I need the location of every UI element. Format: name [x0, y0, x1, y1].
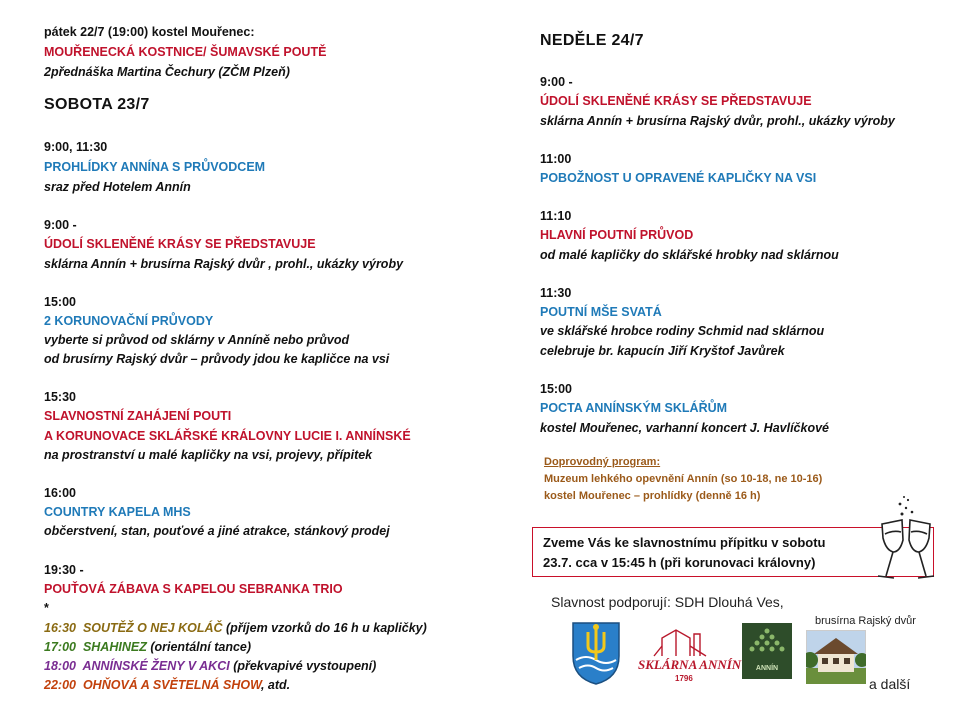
- sat-event-title: PROHLÍDKY ANNÍNA S PRŮVODCEM: [44, 160, 266, 174]
- friday-desc: 2přednáška Martina Čechury (ZČM Plzeň): [44, 65, 290, 79]
- extra-line: [44, 620, 427, 636]
- sat-event-desc: sklárna Annín + brusírna Rajský dvůr , prohl., ukázky výroby: [44, 257, 404, 271]
- extra-line: [44, 677, 290, 693]
- extra-note: (orientální tance): [146, 640, 252, 654]
- sun-event-time: 11:00: [540, 152, 572, 166]
- extra-time: 17:00: [44, 640, 76, 654]
- more-sponsors-label: a další: [869, 676, 911, 692]
- sun-event-desc: kostel Mouřenec, varhanní koncert J. Havlíčkové: [540, 421, 830, 435]
- sun-event-title: POBOŽNOST U OPRAVENÉ KAPLIČKY NA VSI: [540, 171, 817, 185]
- accompanying-line: kostel Mouřenec – prohlídky (denně 16 h): [544, 490, 761, 502]
- extra-time: 18:00: [44, 659, 76, 673]
- sat-event-title: ÚDOLÍ SKLENĚNÉ KRÁSY SE PŘEDSTAVUJE: [44, 237, 316, 251]
- sat-event-title: POUŤOVÁ ZÁBAVA S KAPELOU SEBRANKA TRIO: [44, 582, 343, 596]
- extra-line: [44, 639, 251, 655]
- coat-of-arms-logo: [570, 620, 622, 686]
- grapes-icon: [742, 623, 792, 667]
- sun-event-time: 11:10: [540, 209, 572, 223]
- extra-note: (příjem vzorků do 16 h u kapličky): [222, 621, 427, 635]
- rajsky-dvur-photo: [806, 630, 866, 684]
- sat-event-desc: občerstvení, stan, pouťové a jiné atrakce, stánkový prodej: [44, 524, 390, 538]
- sat-event-title: 2 KORUNOVAČNÍ PRŮVODY: [44, 314, 214, 328]
- sun-event-time: 9:00 -: [540, 75, 573, 89]
- sunday-heading: NEDĚLE 24/7: [540, 32, 644, 49]
- sun-event-desc-2: celebruje br. kapucín Jiří Kryštof Javůrek: [540, 344, 785, 358]
- sklarna-logo-text: SKLÁRNA ANNÍN: [638, 657, 742, 672]
- sat-event-desc: sraz před Hotelem Annín: [44, 180, 191, 194]
- extra-name: ANNÍNSKÉ ŽENY V AKCI: [82, 659, 230, 673]
- extra-line: [44, 658, 376, 674]
- sklarna-logo-year: 1796: [675, 674, 693, 683]
- champagne-glasses-icon: [872, 494, 944, 586]
- sun-event-desc: ve sklářské hrobce rodiny Schmid nad sklárnou: [540, 324, 825, 338]
- invite-line: Zveme Vás ke slavnostnímu přípitku v sobotu: [543, 535, 826, 550]
- friday-title: MOUŘENECKÁ KOSTNICE/ ŠUMAVSKÉ POUTĚ: [44, 45, 327, 59]
- sun-event-time: 15:00: [540, 382, 572, 396]
- sat-event-time: 16:00: [44, 486, 76, 500]
- sun-event-title: POUTNÍ MŠE SVATÁ: [540, 305, 662, 319]
- sun-event-time: 11:30: [540, 286, 572, 300]
- sat-event-desc-2: od brusírny Rajský dvůr – průvody jdou ke kapličce na vsi: [44, 352, 390, 366]
- sun-event-title: ÚDOLÍ SKLENĚNÉ KRÁSY SE PŘEDSTAVUJE: [540, 94, 812, 108]
- extra-name: SOUTĚŽ O NEJ KOLÁČ: [82, 621, 223, 635]
- extra-time: 22:00: [44, 678, 76, 692]
- sat-event-title: COUNTRY KAPELA MHS: [44, 505, 191, 519]
- accompanying-heading: Doprovodný program:: [544, 456, 661, 468]
- sat-event-time: 9:00 -: [44, 218, 77, 232]
- sun-event-title: HLAVNÍ POUTNÍ PRŮVOD: [540, 228, 694, 242]
- extra-time: 16:30: [44, 621, 76, 635]
- sat-event-desc: vyberte si průvod od sklárny v Anníně nebo průvod: [44, 333, 350, 347]
- friday-heading: pátek 22/7 (19:00) kostel Mouřenec:: [44, 25, 255, 39]
- extra-note: (překvapivé vystoupení): [229, 659, 377, 673]
- sun-event-desc: sklárna Annín + brusírna Rajský dvůr, prohl., ukázky výroby: [540, 114, 895, 128]
- sun-event-title: POCTA ANNÍNSKÝM SKLÁŘŮM: [540, 401, 728, 415]
- sat-event-time: 19:30 -: [44, 563, 84, 577]
- extra-note: , atd.: [260, 678, 291, 692]
- sat-event-asterisk: *: [44, 601, 49, 615]
- annin-logo-text: ANNÍN: [755, 665, 779, 672]
- extra-name: SHAHINEZ: [82, 640, 147, 654]
- sun-event-desc: od malé kapličky do sklářské hrobky nad sklárnou: [540, 248, 839, 262]
- invite-line: 23.7. cca v 15:45 h (při korunovaci královny): [543, 555, 816, 570]
- brusirna-label: brusírna Rajský dvůr: [815, 615, 916, 627]
- annin-green-logo: [742, 623, 792, 679]
- sat-event-time: 9:00, 11:30: [44, 140, 108, 154]
- sat-event-title-2: A KORUNOVACE SKLÁŘSKÉ KRÁLOVNY LUCIE I. ANNÍNSKÉ: [44, 429, 411, 443]
- sat-event-time: 15:30: [44, 390, 76, 404]
- sat-event-desc: na prostranství u malé kapličky na vsi, projevy, přípitek: [44, 448, 373, 462]
- extra-name: OHŇOVÁ A SVĚTELNÁ SHOW: [82, 678, 261, 692]
- sat-event-time: 15:00: [44, 295, 76, 309]
- sponsors-label: Slavnost podporují: SDH Dlouhá Ves,: [551, 594, 784, 610]
- sat-event-title: SLAVNOSTNÍ ZAHÁJENÍ POUTI: [44, 409, 232, 423]
- accompanying-line: Muzeum lehkého opevnění Annín (so 10-18, ne 10-16): [544, 473, 823, 485]
- saturday-heading: SOBOTA 23/7: [44, 96, 150, 113]
